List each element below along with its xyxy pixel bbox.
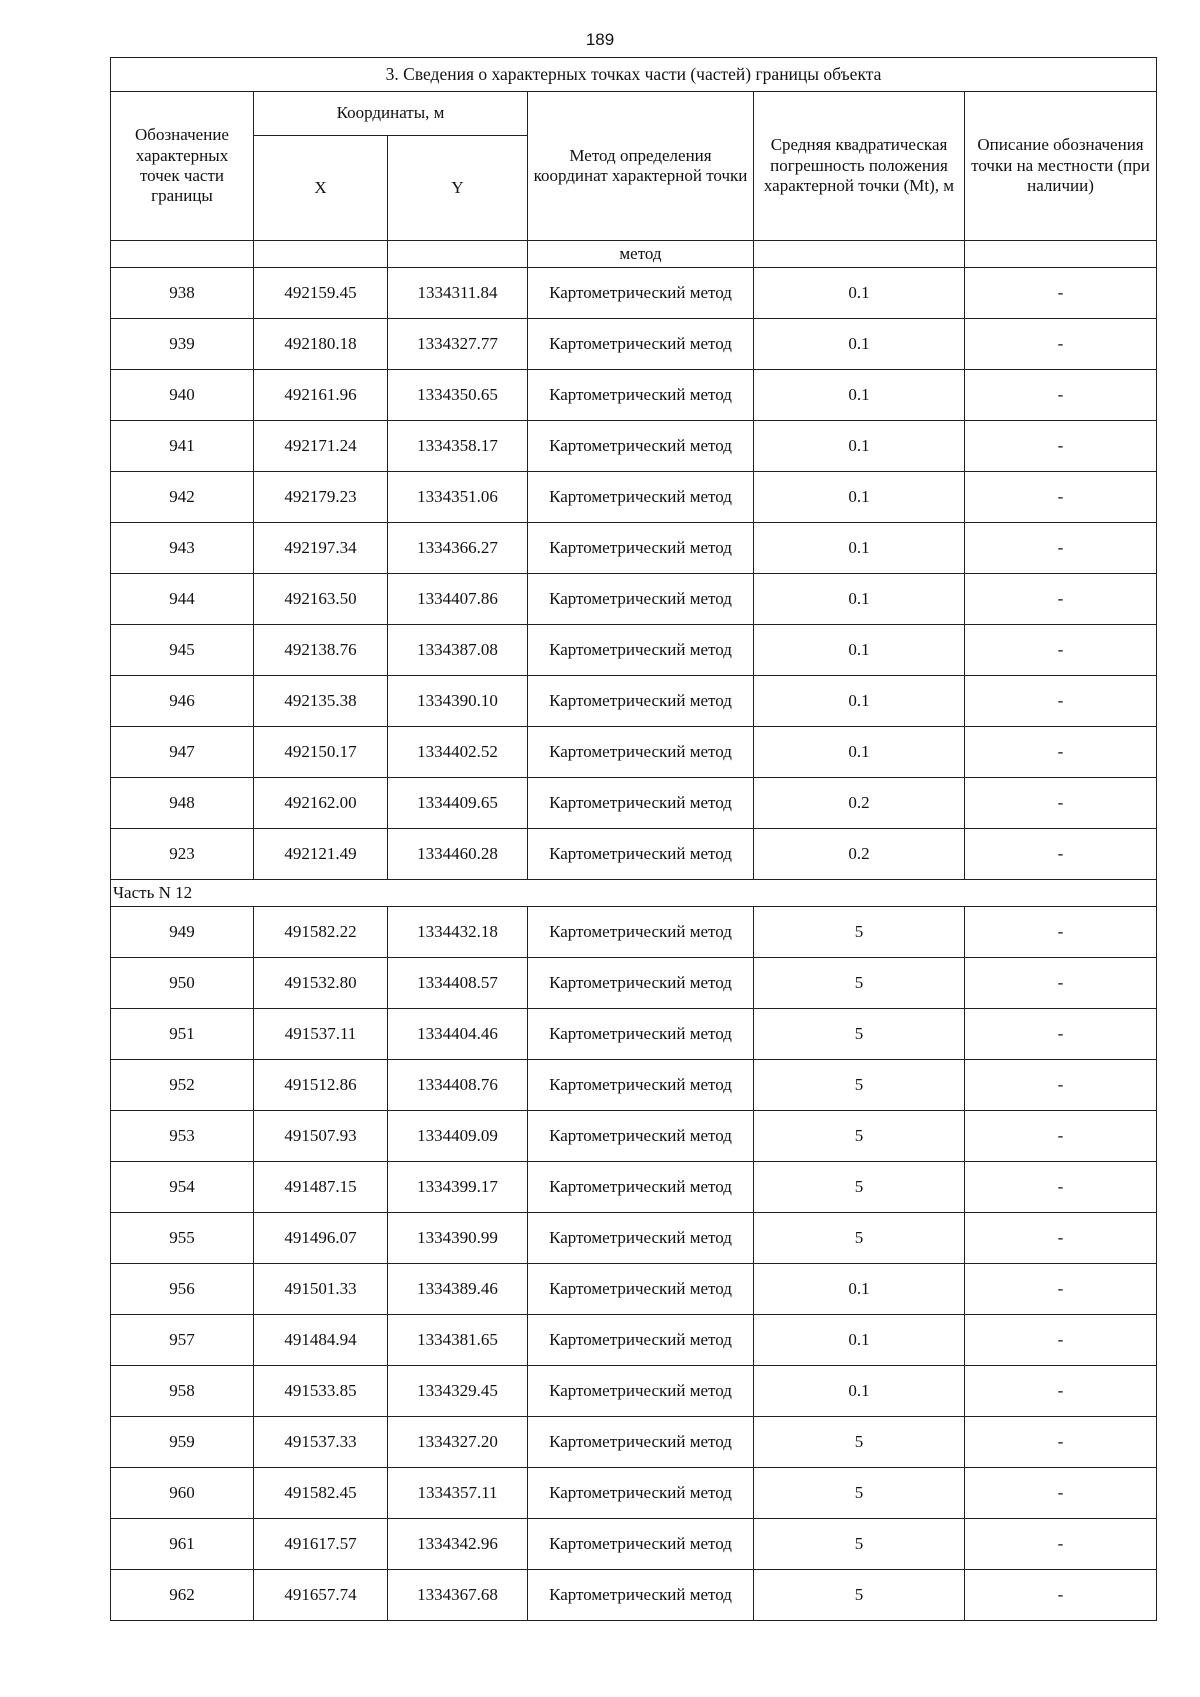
accuracy-cell: 0.1	[754, 727, 965, 778]
description-cell: -	[965, 1009, 1157, 1060]
description-cell: -	[965, 472, 1157, 523]
method-cell: Картометрический метод	[528, 1570, 754, 1621]
point-number-cell: 943	[111, 523, 254, 574]
table-row	[111, 1315, 1157, 1366]
accuracy-cell: 0.1	[754, 574, 965, 625]
description-cell: -	[965, 727, 1157, 778]
y-coordinate-cell: 1334311.84	[388, 268, 528, 319]
page-number: 189	[585, 30, 615, 49]
table-row	[111, 574, 1157, 625]
point-number-cell: 961	[111, 1519, 254, 1570]
table-row	[111, 523, 1157, 574]
accuracy-cell: 5	[754, 1162, 965, 1213]
table-row	[111, 1213, 1157, 1264]
table-row	[111, 421, 1157, 472]
method-cell: Картометрический метод	[528, 268, 754, 319]
table-row	[111, 1417, 1157, 1468]
point-number-cell: 957	[111, 1315, 254, 1366]
table-row	[111, 727, 1157, 778]
point-number-cell: 944	[111, 574, 254, 625]
accuracy-cell: 0.1	[754, 1366, 965, 1417]
accuracy-cell: 5	[754, 907, 965, 958]
accuracy-cell: 0.1	[754, 370, 965, 421]
accuracy-cell: 0.2	[754, 778, 965, 829]
description-cell: -	[965, 1315, 1157, 1366]
table-row	[111, 1468, 1157, 1519]
description-cell: -	[965, 1570, 1157, 1621]
accuracy-cell: 5	[754, 1570, 965, 1621]
table-body	[111, 241, 1157, 1621]
accuracy-cell: 0.1	[754, 523, 965, 574]
point-number-cell: 923	[111, 829, 254, 880]
x-coordinate-cell: 492179.23	[254, 472, 388, 523]
x-coordinate-cell: 492171.24	[254, 421, 388, 472]
y-coordinate-cell: 1334432.18	[388, 907, 528, 958]
x-coordinate-cell: 492162.00	[254, 778, 388, 829]
y-coordinate-cell: 1334387.08	[388, 625, 528, 676]
y-coordinate-cell: 1334460.28	[388, 829, 528, 880]
description-cell: -	[965, 574, 1157, 625]
y-coordinate-cell: 1334409.09	[388, 1111, 528, 1162]
description-cell: -	[965, 319, 1157, 370]
point-number-cell: 948	[111, 778, 254, 829]
y-coordinate-cell: 1334402.52	[388, 727, 528, 778]
table-row	[111, 370, 1157, 421]
description-cell: -	[965, 268, 1157, 319]
y-coordinate-cell: 1334329.45	[388, 1366, 528, 1417]
x-coordinate-cell: 492197.34	[254, 523, 388, 574]
x-coordinate-cell: 491507.93	[254, 1111, 388, 1162]
x-coordinate-cell: 491484.94	[254, 1315, 388, 1366]
table-row	[111, 1060, 1157, 1111]
description-cell: -	[965, 829, 1157, 880]
accuracy-cell: 0.1	[754, 676, 965, 727]
table-row	[111, 268, 1157, 319]
point-number-cell: 962	[111, 1570, 254, 1621]
table-row	[111, 907, 1157, 958]
table-row	[111, 1519, 1157, 1570]
table-row	[111, 319, 1157, 370]
point-number-cell: 955	[111, 1213, 254, 1264]
x-coordinate-cell: 491533.85	[254, 1366, 388, 1417]
y-coordinate-cell: 1334351.06	[388, 472, 528, 523]
accuracy-cell: 0.1	[754, 1264, 965, 1315]
method-cell: Картометрический метод	[528, 958, 754, 1009]
method-cell: Картометрический метод	[528, 1366, 754, 1417]
table-row	[111, 1162, 1157, 1213]
y-coordinate-cell: 1334366.27	[388, 523, 528, 574]
header-x: X	[254, 136, 388, 241]
table-row	[111, 676, 1157, 727]
method-cell: Картометрический метод	[528, 1111, 754, 1162]
accuracy-cell: 5	[754, 1009, 965, 1060]
method-cell: Картометрический метод	[528, 907, 754, 958]
table-row	[111, 1111, 1157, 1162]
method-cell: Картометрический метод	[528, 421, 754, 472]
point-number-cell: 953	[111, 1111, 254, 1162]
accuracy-cell: 0.1	[754, 472, 965, 523]
method-cell: Картометрический метод	[528, 1468, 754, 1519]
point-number-cell: 946	[111, 676, 254, 727]
method-cell: Картометрический метод	[528, 676, 754, 727]
y-coordinate-cell: 1334389.46	[388, 1264, 528, 1315]
table-row	[111, 1366, 1157, 1417]
header-accuracy: Средняя квадратическая погрешность положения характерной точки (Mt), м	[754, 92, 965, 241]
point-number-cell: 938	[111, 268, 254, 319]
description-cell: -	[965, 1366, 1157, 1417]
method-cell: Картометрический метод	[528, 1519, 754, 1570]
description-cell: -	[965, 1213, 1157, 1264]
x-coordinate-cell: 491617.57	[254, 1519, 388, 1570]
method-cell: Картометрический метод	[528, 778, 754, 829]
point-number-cell: 950	[111, 958, 254, 1009]
point-number-cell: 952	[111, 1060, 254, 1111]
point-number-cell: 940	[111, 370, 254, 421]
description-cell: -	[965, 958, 1157, 1009]
method-cell: Картометрический метод	[528, 625, 754, 676]
description-cell: -	[965, 523, 1157, 574]
description-cell: -	[965, 907, 1157, 958]
y-coordinate-cell: 1334407.86	[388, 574, 528, 625]
y-coordinate-cell: 1334408.76	[388, 1060, 528, 1111]
description-cell: -	[965, 1417, 1157, 1468]
point-number-cell: 949	[111, 907, 254, 958]
x-coordinate-cell: 492159.45	[254, 268, 388, 319]
method-cell: Картометрический метод	[528, 1009, 754, 1060]
method-cell: Картометрический метод	[528, 1213, 754, 1264]
accuracy-cell: 5	[754, 1417, 965, 1468]
part-label: Часть N 12	[111, 880, 1157, 907]
continuation-method: метод	[528, 241, 754, 268]
table-row	[111, 829, 1157, 880]
y-coordinate-cell: 1334381.65	[388, 1315, 528, 1366]
part-label-row	[111, 880, 1157, 907]
y-coordinate-cell: 1334342.96	[388, 1519, 528, 1570]
point-number-cell: 942	[111, 472, 254, 523]
x-coordinate-cell: 492161.96	[254, 370, 388, 421]
table-row	[111, 1009, 1157, 1060]
method-cell: Картометрический метод	[528, 1162, 754, 1213]
x-coordinate-cell: 492121.49	[254, 829, 388, 880]
table-row	[111, 472, 1157, 523]
description-cell: -	[965, 421, 1157, 472]
method-cell: Картометрический метод	[528, 1060, 754, 1111]
point-number-cell: 941	[111, 421, 254, 472]
description-cell: -	[965, 1468, 1157, 1519]
method-cell: Картометрический метод	[528, 472, 754, 523]
table-title: 3. Сведения о характерных точках части (частей) границы объекта	[111, 58, 1157, 92]
accuracy-cell: 5	[754, 1468, 965, 1519]
point-number-cell: 947	[111, 727, 254, 778]
y-coordinate-cell: 1334390.10	[388, 676, 528, 727]
method-cell: Картометрический метод	[528, 1417, 754, 1468]
description-cell: -	[965, 778, 1157, 829]
description-cell: -	[965, 1162, 1157, 1213]
x-coordinate-cell: 491582.45	[254, 1468, 388, 1519]
x-coordinate-cell: 491512.86	[254, 1060, 388, 1111]
boundary-points-table	[110, 57, 1157, 1621]
description-cell: -	[965, 1264, 1157, 1315]
accuracy-cell: 0.2	[754, 829, 965, 880]
accuracy-cell: 5	[754, 1213, 965, 1264]
x-coordinate-cell: 491537.11	[254, 1009, 388, 1060]
y-coordinate-cell: 1334399.17	[388, 1162, 528, 1213]
description-cell: -	[965, 625, 1157, 676]
method-cell: Картометрический метод	[528, 829, 754, 880]
description-cell: -	[965, 1060, 1157, 1111]
table-row	[111, 958, 1157, 1009]
y-coordinate-cell: 1334327.20	[388, 1417, 528, 1468]
point-number-cell: 958	[111, 1366, 254, 1417]
point-number-cell: 956	[111, 1264, 254, 1315]
table-row	[111, 625, 1157, 676]
x-coordinate-cell: 491657.74	[254, 1570, 388, 1621]
method-cell: Картометрический метод	[528, 574, 754, 625]
header-point-designation: Обозначение характерных точек части границы	[111, 92, 254, 241]
accuracy-cell: 0.1	[754, 268, 965, 319]
point-number-cell: 945	[111, 625, 254, 676]
accuracy-cell: 5	[754, 1111, 965, 1162]
method-cell: Картометрический метод	[528, 1264, 754, 1315]
table-row	[111, 778, 1157, 829]
accuracy-cell: 5	[754, 958, 965, 1009]
point-number-cell: 939	[111, 319, 254, 370]
accuracy-cell: 0.1	[754, 319, 965, 370]
x-coordinate-cell: 491487.15	[254, 1162, 388, 1213]
x-coordinate-cell: 491496.07	[254, 1213, 388, 1264]
y-coordinate-cell: 1334409.65	[388, 778, 528, 829]
y-coordinate-cell: 1334404.46	[388, 1009, 528, 1060]
description-cell: -	[965, 676, 1157, 727]
y-coordinate-cell: 1334327.77	[388, 319, 528, 370]
y-coordinate-cell: 1334408.57	[388, 958, 528, 1009]
description-cell: -	[965, 1519, 1157, 1570]
description-cell: -	[965, 370, 1157, 421]
accuracy-cell: 5	[754, 1519, 965, 1570]
header-y: Y	[388, 136, 528, 241]
header-description: Описание обозначения точки на местности (при наличии)	[965, 92, 1157, 241]
x-coordinate-cell: 492163.50	[254, 574, 388, 625]
x-coordinate-cell: 492135.38	[254, 676, 388, 727]
y-coordinate-cell: 1334357.11	[388, 1468, 528, 1519]
x-coordinate-cell: 492150.17	[254, 727, 388, 778]
x-coordinate-cell: 491582.22	[254, 907, 388, 958]
x-coordinate-cell: 491537.33	[254, 1417, 388, 1468]
continuation-row	[111, 241, 1157, 268]
accuracy-cell: 0.1	[754, 421, 965, 472]
method-cell: Картометрический метод	[528, 727, 754, 778]
method-cell: Картометрический метод	[528, 523, 754, 574]
x-coordinate-cell: 491501.33	[254, 1264, 388, 1315]
y-coordinate-cell: 1334350.65	[388, 370, 528, 421]
accuracy-cell: 0.1	[754, 625, 965, 676]
y-coordinate-cell: 1334367.68	[388, 1570, 528, 1621]
header-coordinates: Координаты, м	[254, 92, 528, 136]
x-coordinate-cell: 491532.80	[254, 958, 388, 1009]
header-method: Метод определения координат характерной точки	[528, 92, 754, 241]
method-cell: Картометрический метод	[528, 319, 754, 370]
y-coordinate-cell: 1334390.99	[388, 1213, 528, 1264]
point-number-cell: 951	[111, 1009, 254, 1060]
table-row	[111, 1570, 1157, 1621]
point-number-cell: 954	[111, 1162, 254, 1213]
x-coordinate-cell: 492138.76	[254, 625, 388, 676]
method-cell: Картометрический метод	[528, 1315, 754, 1366]
x-coordinate-cell: 492180.18	[254, 319, 388, 370]
description-cell: -	[965, 1111, 1157, 1162]
point-number-cell: 959	[111, 1417, 254, 1468]
method-cell: Картометрический метод	[528, 370, 754, 421]
point-number-cell: 960	[111, 1468, 254, 1519]
y-coordinate-cell: 1334358.17	[388, 421, 528, 472]
accuracy-cell: 5	[754, 1060, 965, 1111]
accuracy-cell: 0.1	[754, 1315, 965, 1366]
table-row	[111, 1264, 1157, 1315]
